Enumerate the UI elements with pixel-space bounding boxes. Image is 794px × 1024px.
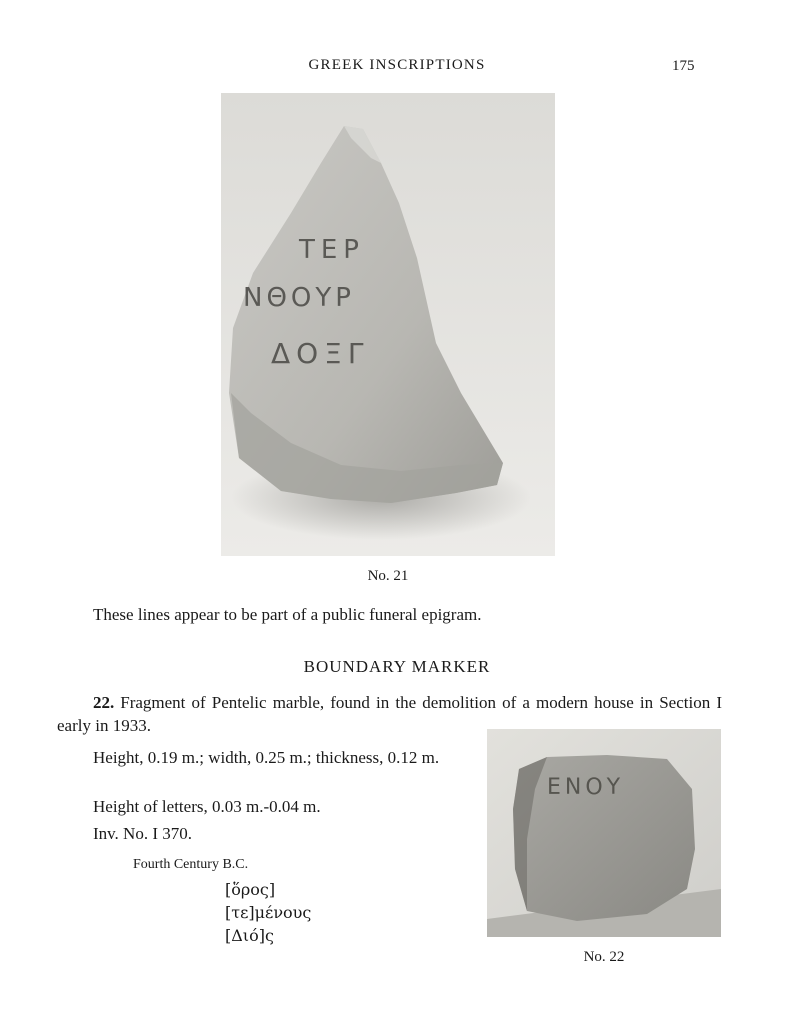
figure-caption-21: No. 21 (367, 568, 409, 584)
inscribed-line-2: ΝΘΟΥΡ (243, 283, 355, 313)
letter-height: Height of letters, 0.03 m.-0.04 m. (93, 797, 321, 816)
inscription-line-2: [τε]μένους (225, 903, 312, 922)
running-head: GREEK INSCRIPTIONS (308, 57, 486, 73)
photo-stone-fragment-22 (487, 729, 721, 937)
section-heading: BOUNDARY MARKER (303, 657, 491, 676)
page-number: 175 (672, 58, 695, 74)
figure-caption-22: No. 22 (583, 949, 625, 965)
inscription-line-1: [ὅρος] (225, 880, 276, 899)
inscribed-line-22: ΕΝΟΥ (547, 775, 625, 800)
dimensions: Height, 0.19 m.; width, 0.25 m.; thickness, 0.12 m. (93, 748, 440, 767)
epigram-note: These lines appear to be part of a public funeral epigram. (93, 605, 482, 624)
entry-description-text: Fragment of Pentelic marble, found in the demolition of a modern house in Section I early in 1933. (57, 693, 722, 735)
entry-number: 22. (93, 693, 115, 712)
photo-stone-fragment-21 (221, 93, 555, 556)
inventory-number: Inv. No. I 370. (93, 824, 192, 843)
inscribed-line-1: ΤΕΡ (299, 235, 365, 265)
inscribed-line-3: ΔΟΞΓ (271, 337, 370, 370)
inscription-line-3: [Διό]ς (225, 926, 274, 945)
date-label: Fourth Century B.C. (133, 857, 249, 872)
